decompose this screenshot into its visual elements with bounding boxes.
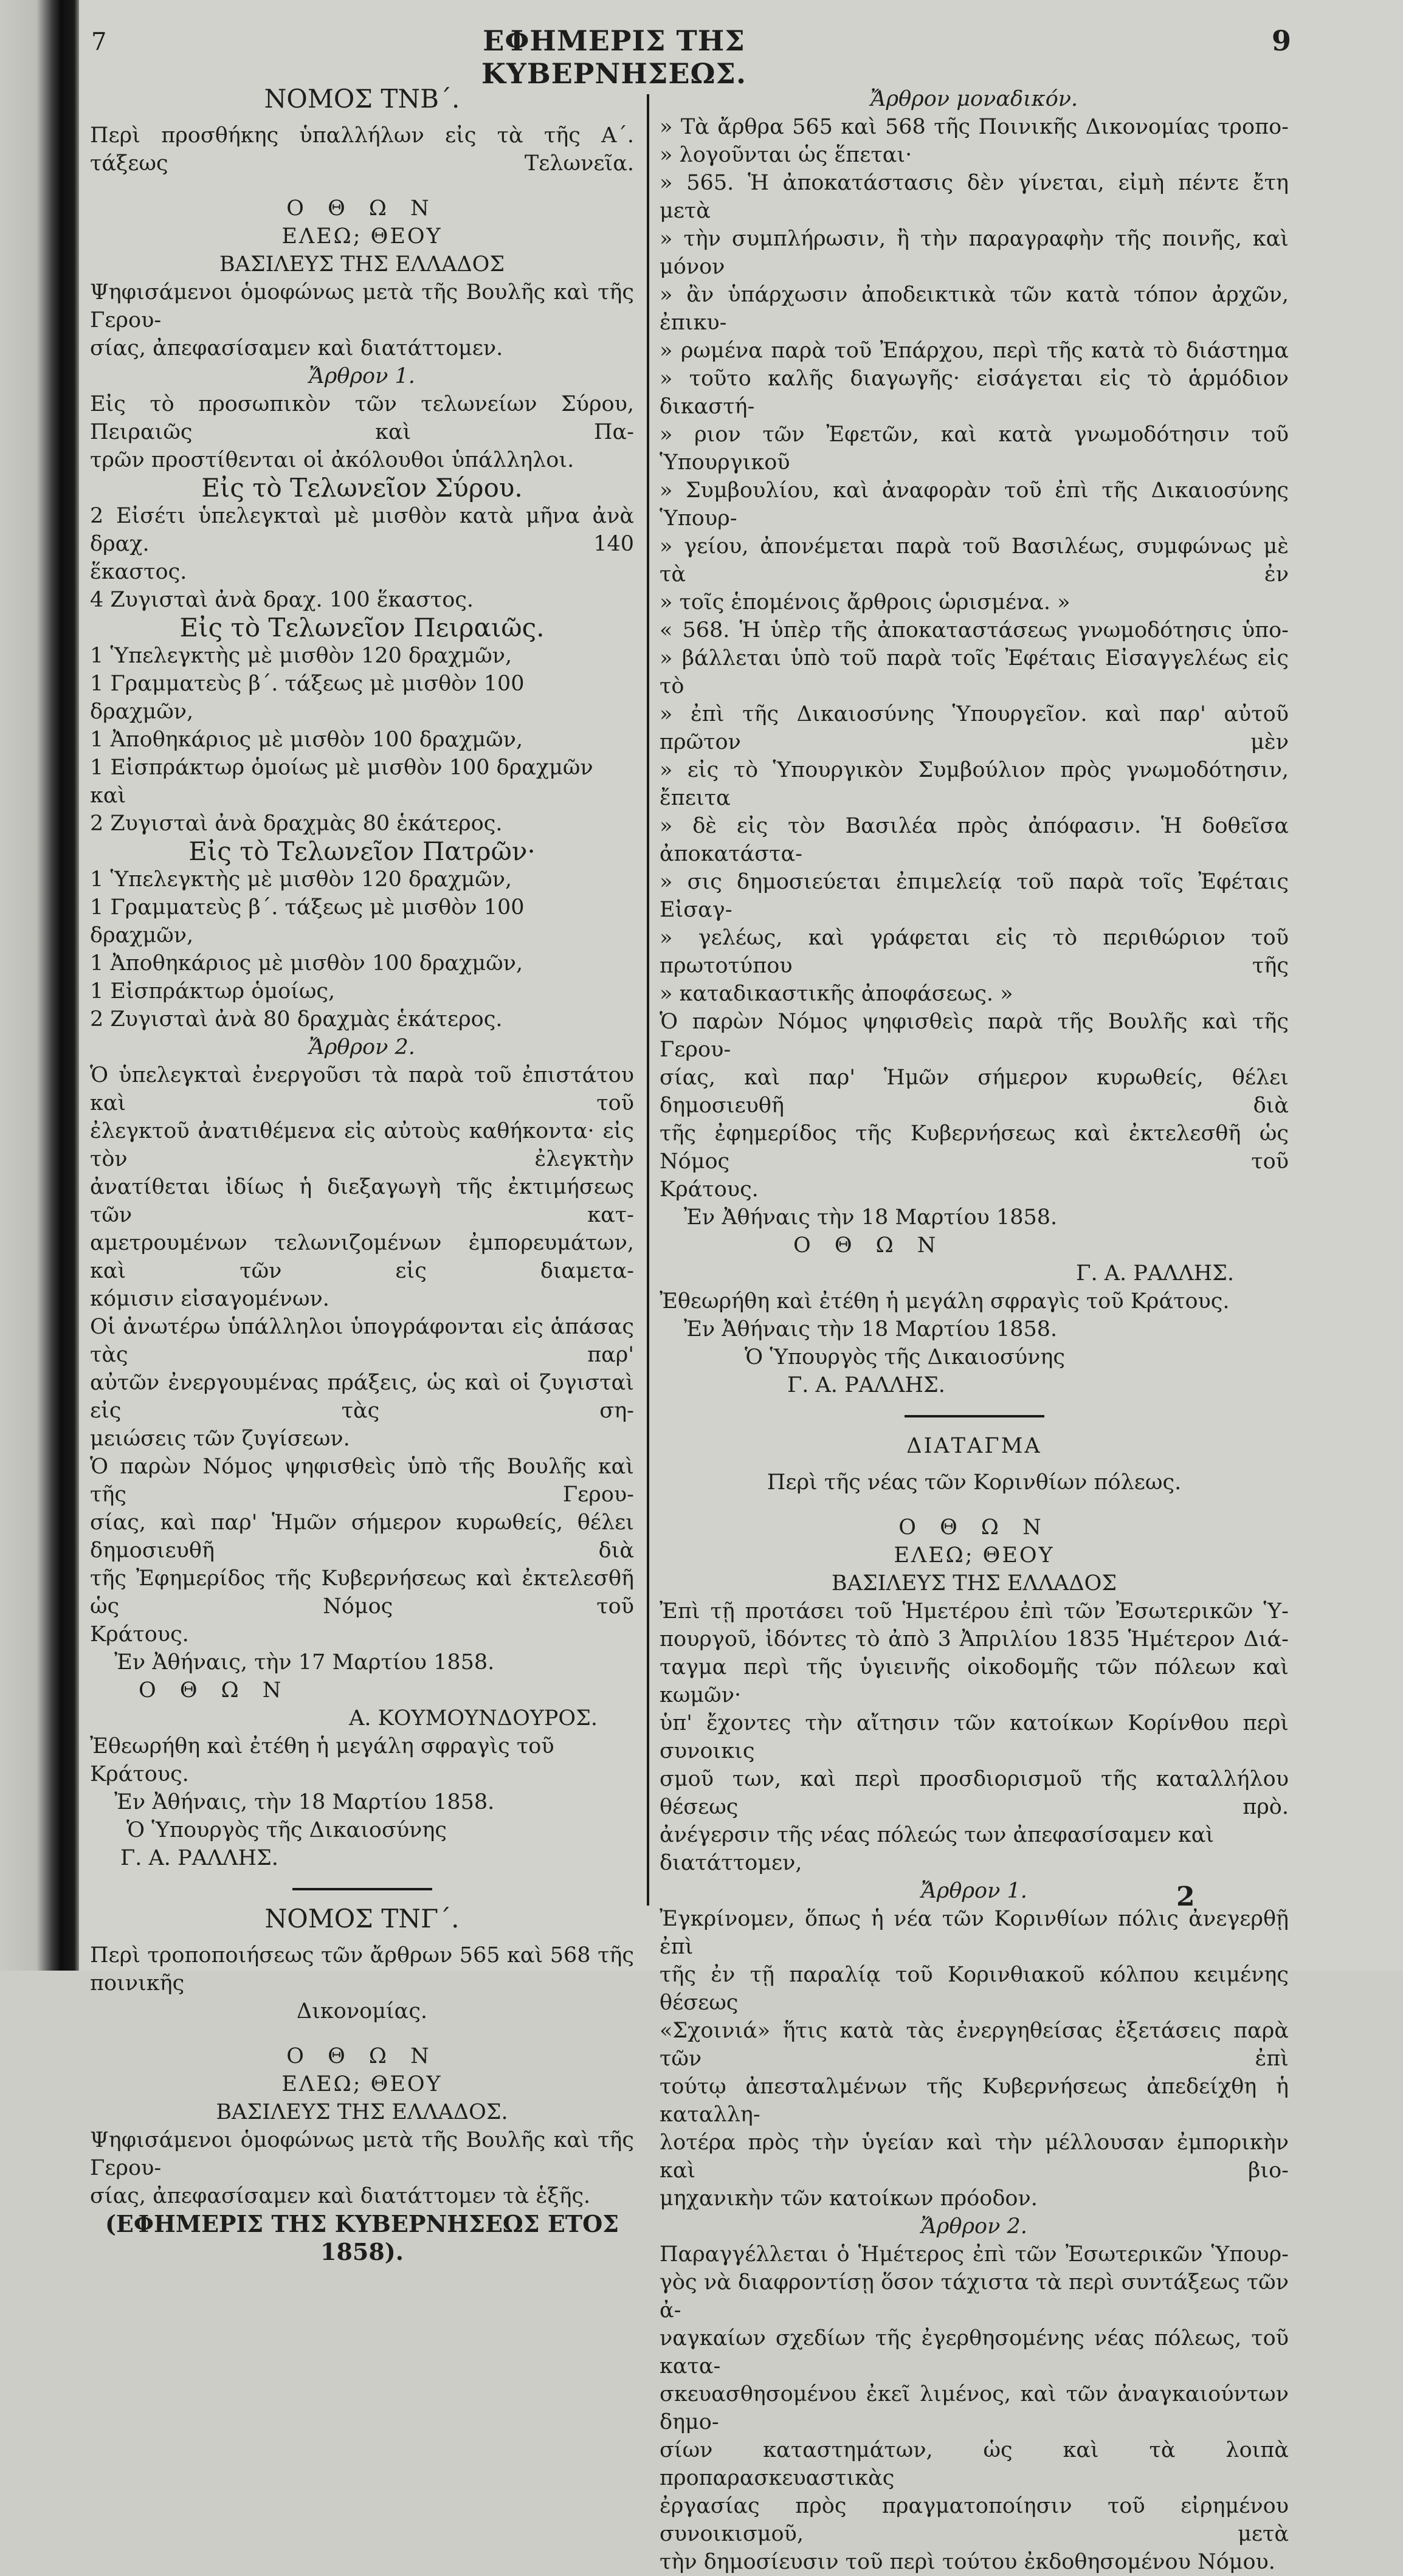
law2-text-line: » γελέως, καὶ γράφεται εἰς τὸ περιθώριον τοῦ πρωτοτύπου τῆς <box>660 926 1289 978</box>
patras-item: 1 Ἀποθηκάριος μὲ μισθὸν 100 δραχμῶν, <box>90 951 523 976</box>
law2-date: Ἐν Ἀθήναις τὴν 18 Μαρτίου 1858. <box>684 1205 1058 1230</box>
decree-subject: Περὶ τῆς νέας τῶν Κορινθίων πόλεως. <box>767 1470 1182 1495</box>
law2-seal: Ἐθεωρήθη καὶ ἐτέθη ἡ μεγάλη σφραγὶς τοῦ Κράτους. <box>660 1289 1230 1314</box>
law1-closing-line: σίας, καὶ παρ' Ἡμῶν σήμερον κυρωθείς, θέλει δημοσιευθῆ διὰ <box>90 1510 634 1563</box>
law1-art2-line: αὐτῶν ἐνεργουμένας πράξεις, ὡς καὶ οἱ ζυγισταὶ εἰς τὰς ση- <box>90 1371 634 1423</box>
decree-preamble-line: σμοῦ των, καὶ περὶ προσδιορισμοῦ τῆς καταλλήλου θέσεως πρὸ. <box>660 1767 1289 1819</box>
law1-preamble-line: Ψηφισάμενοι ὁμοφώνως μετὰ τῆς Βουλῆς καὶ τῆς Γερου- <box>90 280 634 332</box>
page-number: 9 <box>1272 24 1292 57</box>
law1-preamble-line: σίας, ἀπεφασίσαμεν καὶ διατάττομεν. <box>90 336 503 360</box>
law1-art1-line: τρῶν προστίθενται οἱ ἀκόλουθοι ὑπάλληλοι. <box>90 448 574 472</box>
law2-text-line: Κράτους. <box>660 1177 759 1202</box>
law1-art2-line: ἀνατίθεται ἰδίως ἡ διεξαγωγὴ τῆς ἐκτιμήσεως τῶν κατ- <box>90 1175 634 1227</box>
decree-art2-line: Παραγγέλλεται ὁ Ἡμέτερος ἐπὶ τῶν Ἐσωτερικῶν Ὑπουρ- <box>660 2242 1289 2267</box>
law2-royal: ΒΑΣΙΛΕΥΣ ΤΗΣ ΕΛΛΑΔΟΣ. <box>216 2100 508 2124</box>
law1-title: ΝΟΜΟΣ ΤΝΒ΄. <box>264 84 460 114</box>
syros-item: 2 Εἰσέτι ὑπελεγκταὶ μὲ μισθὸν κατὰ μῆνα ἀνὰ δραχ. 140 <box>90 504 634 556</box>
decree-preamble-line: ὑπ' ἔχοντες τὴν αἴτησιν τῶν κατοίκων Κορίνθου περὶ συνοικις <box>660 1711 1289 1763</box>
decree-art2-line: τὴν δημοσίευσιν τοῦ περὶ τούτου ἐκδοθησομένου Νόμου. <box>660 2550 1275 2574</box>
law2-text-line: » Τὰ ἄρθρα 565 καὶ 568 τῆς Ποινικῆς Δικονομίας τροπο- <box>660 115 1289 139</box>
law2-text-line: » εἰς τὸ Ὑπουργικὸν Συμβούλιον πρὸς γνωμοδότησιν, ἔπειτα <box>660 758 1289 810</box>
law2-text-line: » σις δημοσιεύεται ἐπιμελείᾳ τοῦ παρὰ τοῖς Ἐφέταις Εἰσαγ- <box>660 870 1289 922</box>
law2-text-line: » ρωμένα παρὰ τοῦ Ἐπάρχου, περὶ τῆς κατὰ τὸ διάστημα <box>660 339 1289 363</box>
sole-article-heading: Ἄρθρον μοναδικόν. <box>870 87 1078 111</box>
law1-seal: Ἐθεωρήθη καὶ ἐτέθη ἡ μεγάλη σφραγὶς τοῦ Κράτους. <box>90 1734 554 1786</box>
issue-footer: (ΕΦΗΜΕΡΙΣ ΤΗΣ ΚΥΒΕΡΝΗΣΕΩΣ ΕΤΟΣ 1858). <box>105 2210 619 2265</box>
law1-art1-heading: Ἄρθρον 1. <box>309 364 415 388</box>
patras-item: 2 Ζυγισταὶ ἀνὰ 80 δραχμὰς ἑκάτερος. <box>90 1007 503 1031</box>
law2-justice-minister: Γ. Α. ΡΑΛΛΗΣ. <box>787 1373 945 1397</box>
law2-text-line: « 568. Ἡ ὑπὲρ τῆς ἀποκαταστάσεως γνωμοδότησις ὑπο- <box>660 618 1289 642</box>
law1-art2-line: κόμισιν εἰσαγομένων. <box>90 1287 329 1311</box>
law1-art2-line: μειώσεις τῶν ζυγίσεων. <box>90 1427 350 1451</box>
patras-item: 1 Γραμματεὺς β΄. τάξεως μὲ μισθὸν 100 δραχμῶν, <box>90 895 525 948</box>
page-header <box>0 24 1403 90</box>
header-left-mark: 7 <box>91 28 107 56</box>
section-separator <box>292 1888 432 1890</box>
syros-heading: Εἰς τὸ Τελωνεῖον Σύρου. <box>201 473 523 503</box>
right-column <box>660 85 1289 2576</box>
law1-closing-line: Ὁ παρὼν Νόμος ψηφισθεὶς ὑπὸ τῆς Βουλῆς καὶ τῆς Γερου- <box>90 1455 634 1507</box>
law1-art2-line: Ὁ ὑπελεγκταὶ ἐνεργοῦσι τὰ παρὰ τοῦ ἐπιστάτου καὶ τοῦ <box>90 1063 634 1115</box>
decree-king: Ο Θ Ω Ν <box>898 1515 1050 1540</box>
law2-text-line: » 565. Ἡ ἀποκατάστασις δὲν γίνεται, εἰμὴ πέντε ἔτη μετὰ <box>660 171 1289 223</box>
decree-art2-line: ἐργασίας πρὸς πραγματοποίησιν τοῦ εἰρημένου συνοικισμοῦ, μετὰ <box>660 2494 1289 2546</box>
decree-art2-line: γὸς νὰ διαφροντίσῃ ὅσον τάχιστα τὰ περὶ συντάξεως τῶν ἀ- <box>660 2270 1289 2323</box>
law1-subject: Περὶ προσθήκης ὑπαλλήλων εἰς τὰ τῆς Α΄. τάξεως Τελωνεῖα. <box>90 123 634 176</box>
law1-closing-line: τῆς Ἐφημερίδος τῆς Κυβερνήσεως καὶ ἐκτελεσθῆ ὡς Νόμος τοῦ <box>90 1566 634 1619</box>
syros-item: 4 Ζυγισταὶ ἀνὰ δραχ. 100 ἕκαστος. <box>90 588 474 612</box>
law2-text-line: » ἐπὶ τῆς Δικαιοσύνης Ὑπουργεῖον. καὶ παρ' αὐτοῦ πρῶτον μὲν <box>660 702 1289 754</box>
decree-art1-line: μηχανικὴν τῶν κατοίκων πρόοδον. <box>660 2186 1038 2211</box>
decree-art2-line: ναγκαίων σχεδίων τῆς ἐγερθησομένης νέας πόλεως, τοῦ κατα- <box>660 2326 1289 2378</box>
law2-text-line: Ὁ παρὼν Νόμος ψηφισθεὶς παρὰ τῆς Βουλῆς καὶ τῆς Γερου- <box>660 1010 1289 1062</box>
decree-art2-heading: Ἄρθρον 2. <box>921 2214 1027 2239</box>
gazette-title: ΕΦΗΜΕΡΙΣ ΤΗΣ ΚΥΒΕΡΝΗΣΕΩΣ. <box>481 24 746 90</box>
law1-justice-title: Ὁ Ὑπουργὸς τῆς Δικαιοσύνης <box>126 1818 447 1842</box>
decree-preamble-line: Ἐπὶ τῇ προτάσει τοῦ Ἡμετέρου ἐπὶ τῶν Ἐσωτερικῶν Ὑ- <box>660 1599 1289 1624</box>
decree-preamble-line: πουργοῦ, ἰδόντες τὸ ἀπὸ 3 Ἀπριλίου 1835 Ἡμέτερον Διά- <box>660 1627 1289 1651</box>
decree-art1-line: τούτῳ ἀπεσταλμένων τῆς Κυβερνήσεως ἀπεδείχθη ἡ καταλλη- <box>660 2075 1289 2127</box>
piraeus-item: 2 Ζυγισταὶ ἀνὰ δραχμὰς 80 ἑκάτερος. <box>90 811 503 836</box>
law2-subject-line: Περὶ τροποποιήσεως τῶν ἄρθρων 565 καὶ 568 τῆς ποινικῆς <box>90 1943 634 1996</box>
law2-text-line: » καταδικαστικῆς ἀποφάσεως. » <box>660 982 1013 1006</box>
decree-art1-heading: Ἄρθρον 1. <box>921 1879 1027 1903</box>
law2-king: Ο Θ Ω Ν <box>286 2044 438 2068</box>
law1-grace: ΕΛΕΩ; ΘΕΟΥ <box>281 224 443 249</box>
decree-title: ΔΙΑΤΑΓΜΑ <box>906 1434 1042 1458</box>
law1-royal: ΒΑΣΙΛΕΥΣ ΤΗΣ ΕΛΛΑΔΟΣ <box>219 252 505 277</box>
law1-seal-date: Ἐν Ἀθήναις, τὴν 18 Μαρτίου 1858. <box>114 1790 495 1814</box>
law2-title: ΝΟΜΟΣ ΤΝΓ΄. <box>264 1904 460 1934</box>
law2-text-line: » τοῦτο καλῆς διαγωγῆς· εἰσάγεται εἰς τὸ ἁρμόδιον δικαστή- <box>660 367 1289 419</box>
law2-king-sign: Ο Θ Ω Ν <box>793 1233 945 1258</box>
law2-text-line: σίας, καὶ παρ' Ἡμῶν σήμερον κυρωθείς, θέλει δημοσιευθῆ διὰ <box>660 1066 1289 1118</box>
law2-text-line: » τοῖς ἑπομένοις ἄρθροις ὡρισμένα. » <box>660 590 1070 615</box>
law2-text-line: » ριον τῶν Ἐφετῶν, καὶ κατὰ γνωμοδότησιν τοῦ Ὑπουργικοῦ <box>660 422 1289 475</box>
law1-king: Ο Θ Ω Ν <box>286 196 438 221</box>
law2-preamble-line: σίας, ἀπεφασίσαμεν καὶ διατάττομεν τὰ ἑξῆς. <box>90 2184 591 2208</box>
piraeus-item: 1 Εἰσπράκτωρ ὁμοίως μὲ μισθὸν 100 δραχμῶν καὶ <box>90 756 593 808</box>
law2-seal-date: Ἐν Ἀθήναις τὴν 18 Μαρτίου 1858. <box>684 1317 1058 1341</box>
law1-art2-line: Οἱ ἀνωτέρω ὑπάλληλοι ὑπογράφονται εἰς ἁπάσας τὰς παρ' <box>90 1315 634 1367</box>
law2-text-line: » Συμβουλίου, καὶ ἀναφορὰν τοῦ ἐπὶ τῆς Δικαιοσύνης Ὑπουρ- <box>660 478 1289 531</box>
law2-preamble-line: Ψηφισάμενοι ὁμοφώνως μετὰ τῆς Βουλῆς καὶ τῆς Γερου- <box>90 2128 634 2180</box>
decree-art1-line: τῆς ἐν τῇ παραλίᾳ τοῦ Κορινθιακοῦ κόλπου κειμένης θέσεως <box>660 1963 1289 2015</box>
law1-date: Ἐν Ἀθήναις, τὴν 17 Μαρτίου 1858. <box>114 1650 495 1675</box>
syros-item: ἕκαστος. <box>90 560 187 584</box>
book-binding-shadow <box>0 0 79 1971</box>
left-column <box>90 85 634 2266</box>
decree-art2-line: σίων καταστημάτων, ὡς καὶ τὰ λοιπὰ προπαρασκευαστικὰς <box>660 2438 1289 2490</box>
law2-grace: ΕΛΕΩ; ΘΕΟΥ <box>281 2072 443 2096</box>
law2-text-line: » τὴν συμπλήρωσιν, ἢ τὴν παραγραφὴν τῆς ποινῆς, καὶ μόνον <box>660 227 1289 279</box>
law1-art1-line: Εἰς τὸ προσωπικὸν τῶν τελωνείων Σύρου, Πειραιῶς καὶ Πα- <box>90 392 634 444</box>
law2-justice-title: Ὁ Ὑπουργὸς τῆς Δικαιοσύνης <box>745 1345 1065 1369</box>
law1-closing-line: Κράτους. <box>90 1622 189 1647</box>
law1-art2-line: αμετρουμένων τελωνιζομένων ἐμπορευμάτων, καὶ τῶν εἰς διαμετα- <box>90 1231 634 1283</box>
decree-art1-line: «Σχοινιά» ἥτις κατὰ τὰς ἐνεργηθείσας ἐξετάσεις παρὰ τῶν ἐπὶ <box>660 2019 1289 2071</box>
law1-king-sign: Ο Θ Ω Ν <box>139 1678 290 1703</box>
sheet-number: 2 <box>1176 1881 1195 1912</box>
patras-heading: Εἰς τὸ Τελωνεῖον Πατρῶν· <box>188 836 536 866</box>
law1-art2-heading: Ἄρθρον 2. <box>309 1035 415 1059</box>
piraeus-item: 1 Γραμματεὺς β΄. τάξεως μὲ μισθὸν 100 δραχμῶν, <box>90 672 525 724</box>
law2-text-line: » λογοῦνται ὡς ἕπεται· <box>660 143 912 167</box>
patras-item: 1 Εἰσπράκτωρ ὁμοίως, <box>90 979 336 1004</box>
section-separator <box>905 1415 1044 1417</box>
column-divider <box>647 94 649 1906</box>
law2-text-line: » δὲ εἰς τὸν Βασιλέα πρὸς ἀπόφασιν. Ἡ δοθεῖσα ἀποκατάστα- <box>660 814 1289 866</box>
decree-art1-line: λοτέρα πρὸς τὴν ὑγείαν καὶ τὴν μέλλουσαν ἐμπορικὴν καὶ βιο- <box>660 2130 1289 2183</box>
law1-justice-minister: Γ. Α. ΡΑΛΛΗΣ. <box>120 1846 278 1870</box>
law2-text-line: » γείου, ἀπονέμεται παρὰ τοῦ Βασιλέως, συμφώνως μὲ τὰ ἐν <box>660 534 1289 587</box>
decree-preamble-line: ἀνέγερσιν τῆς νέας πόλεώς των ἀπεφασίσαμεν καὶ διατάττομεν, <box>660 1823 1215 1875</box>
law2-minister: Γ. Α. ΡΑΛΛΗΣ. <box>1076 1261 1234 1286</box>
decree-art2-line: σκευασθησομένου ἐκεῖ λιμένος, καὶ τῶν ἀναγκαιούντων δημο- <box>660 2382 1289 2434</box>
piraeus-item: 1 Ἀποθηκάριος μὲ μισθὸν 100 δραχμῶν, <box>90 728 523 752</box>
law2-text-line: » βάλλεται ὑπὸ τοῦ παρὰ τοῖς Ἐφέταις Εἰσαγγελέως εἰς τὸ <box>660 646 1289 698</box>
law1-art2-line: ἐλεγκτοῦ ἀνατιθέμενα εἰς αὐτοὺς καθήκοντα· εἰς τὸν ἐλεγκτὴν <box>90 1119 634 1171</box>
piraeus-item: 1 Ὑπελεγκτὴς μὲ μισθὸν 120 δραχμῶν, <box>90 644 512 668</box>
law2-text-line: » ἂν ὑπάρχωσιν ἀποδεικτικὰ τῶν κατὰ τόπον ἀρχῶν, ἐπικυ- <box>660 283 1289 335</box>
law1-minister: Α. ΚΟΥΜΟΥΝΔΟΥΡΟΣ. <box>349 1706 598 1731</box>
decree-preamble-line: ταγμα περὶ τῆς ὑγιεινῆς οἰκοδομῆς τῶν πόλεων καὶ κωμῶν· <box>660 1655 1289 1707</box>
decree-royal: ΒΑΣΙΛΕΥΣ ΤΗΣ ΕΛΛΑΔΟΣ <box>831 1571 1117 1596</box>
patras-item: 1 Ὑπελεγκτὴς μὲ μισθὸν 120 δραχμῶν, <box>90 867 512 892</box>
decree-art1-line: Ἐγκρίνομεν, ὅπως ἡ νέα τῶν Κορινθίων πόλις ἀνεγερθῇ ἐπὶ <box>660 1907 1289 1959</box>
piraeus-heading: Εἰς τὸ Τελωνεῖον Πειραιῶς. <box>179 613 545 642</box>
decree-grace: ΕΛΕΩ; ΘΕΟΥ <box>894 1543 1055 1568</box>
law2-text-line: τῆς ἐφημερίδος τῆς Κυβερνήσεως καὶ ἐκτελεσθῆ ὡς Νόμος τοῦ <box>660 1121 1289 1174</box>
law2-subject-line: Δικονομίας. <box>296 1999 428 2023</box>
